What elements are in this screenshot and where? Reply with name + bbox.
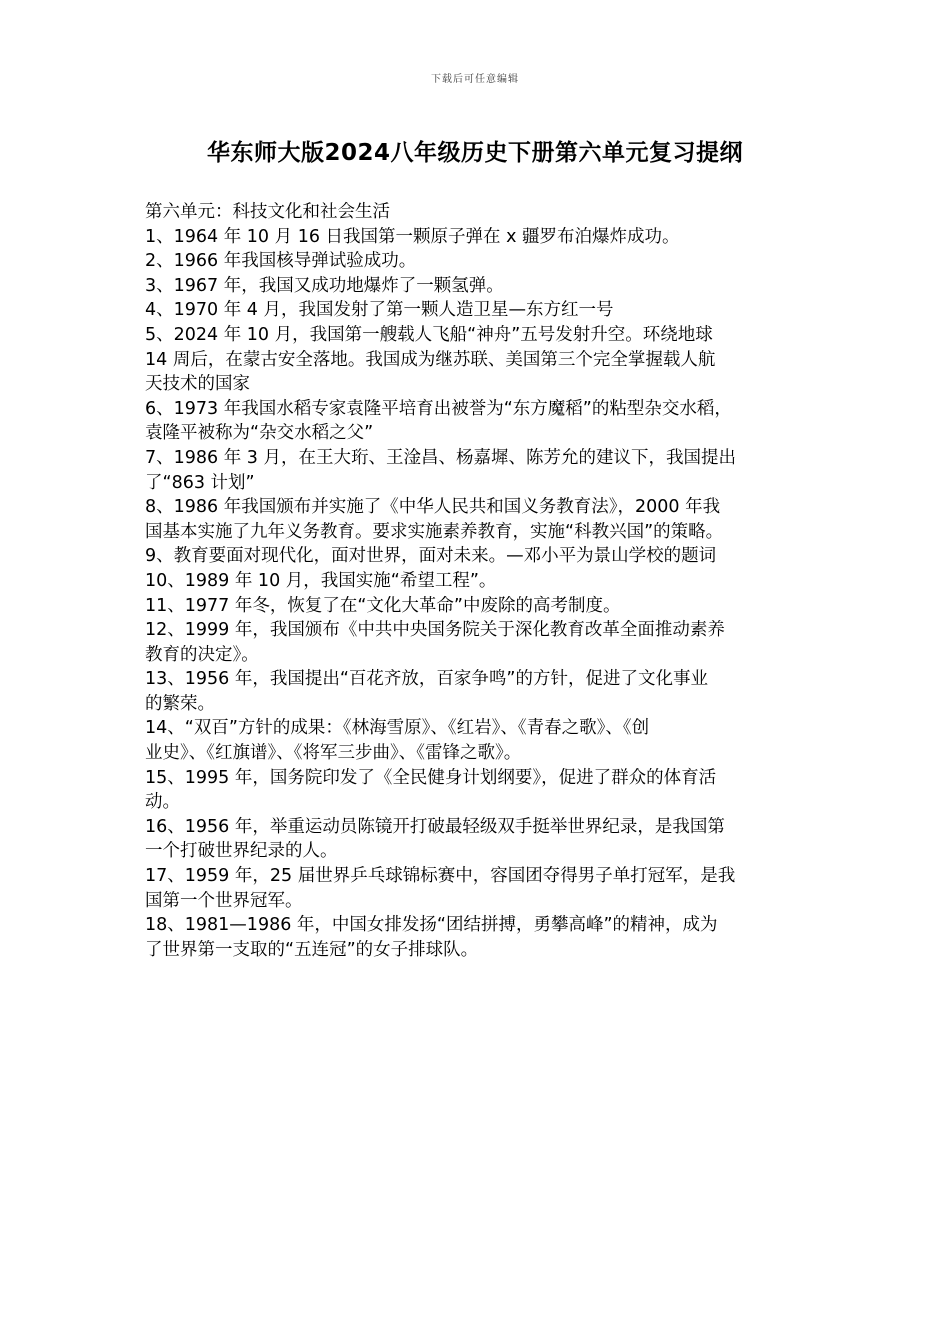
text-line: 3、1967 年，我国又成功地爆炸了一颗氢弹。 bbox=[145, 275, 504, 296]
text-line: 1、1964 年 10 月 16 日我国第一颗原子弹在 x 疆罗布泊爆炸成功。 bbox=[145, 226, 680, 247]
document-body bbox=[145, 200, 825, 962]
text-line: 4、1970 年 4 月，我国发射了第一颗人造卫星—东方红一号 bbox=[145, 300, 614, 321]
document-title: 华东师大版2024八年级历史下册第六单元复习提纲 bbox=[206, 140, 743, 166]
text-line: 9、教育要面对现代化，面对世界，面对未来。—邓小平为景山学校的题词 bbox=[145, 546, 717, 567]
text-line: 的繁荣。 bbox=[145, 693, 215, 714]
page-header-note: 下载后可任意编辑 bbox=[431, 74, 519, 85]
text-line: 教育的决定》。 bbox=[145, 644, 259, 665]
text-line: 14、“双百”方针的成果：《林海雪原》、《红岩》、《青春之歌》、《创 bbox=[145, 718, 650, 739]
text-line: 业史》、《红旗谱》、《将军三步曲》、《雷锋之歌》。 bbox=[145, 743, 522, 764]
text-line: 袁隆平被称为“杂交水稻之父” bbox=[145, 423, 374, 444]
text-line: 15、1995 年，国务院印发了《全民健身计划纲要》，促进了群众的体育活 bbox=[145, 767, 717, 788]
text-line: 2、1966 年我国核导弹试验成功。 bbox=[145, 251, 417, 272]
text-line: 17、1959 年，25 届世界乒乓球锦标赛中，容国团夺得男子单打冠军，是我 bbox=[145, 866, 736, 887]
text-line: 5、2024 年 10 月，我国第一艘载人飞船“神舟”五号发射升空。环绕地球 bbox=[145, 324, 713, 345]
text-line: 8、1986 年我国颁布并实施了《中华人民共和国义务教育法》，2000 年我 bbox=[145, 497, 721, 518]
text-line: 16、1956 年，举重运动员陈镜开打破最轻级双手挺举世界纪录，是我国第 bbox=[145, 816, 725, 837]
text-line: 12、1999 年，我国颁布《中共中央国务院关于深化教育改革全面推动素养 bbox=[145, 620, 725, 641]
text-line: 了“863 计划” bbox=[145, 472, 255, 493]
text-line: 了世界第一支取的“五连冠”的女子排球队。 bbox=[145, 939, 479, 960]
text-line: 11、1977 年冬，恢复了在“文化大革命”中废除的高考制度。 bbox=[145, 595, 621, 616]
text-line: 6、1973 年我国水稻专家袁隆平培育出被誉为“东方魔稻”的粘型杂交水稻， bbox=[145, 398, 732, 419]
text-line: 天技术的国家 bbox=[145, 374, 250, 395]
text-line: 国基本实施了九年义务教育。要求实施素养教育，实施“科教兴国”的策略。 bbox=[145, 521, 724, 542]
text-line: 第六单元：科技文化和社会生活 bbox=[145, 202, 390, 222]
text-line: 10、1989 年 10 月，我国实施“希望工程”。 bbox=[145, 570, 497, 591]
text-line: 18、1981—1986 年，中国女排发扬“团结拼搏，勇攀高峰”的精神，成为 bbox=[145, 915, 718, 936]
text-line: 动。 bbox=[145, 792, 180, 813]
text-line: 13、1956 年，我国提出“百花齐放，百家争鸣”的方针，促进了文化事业 bbox=[145, 669, 708, 690]
text-line: 7、1986 年 3 月，在王大珩、王淦昌、杨嘉墀、陈芳允的建议下，我国提出 bbox=[145, 447, 736, 468]
text-line: 14 周后，在蒙古安全落地。我国成为继苏联、美国第三个完全掌握载人航 bbox=[145, 349, 716, 370]
text-line: 一个打破世界纪录的人。 bbox=[145, 841, 338, 862]
text-line: 国第一个世界冠军。 bbox=[145, 890, 303, 911]
